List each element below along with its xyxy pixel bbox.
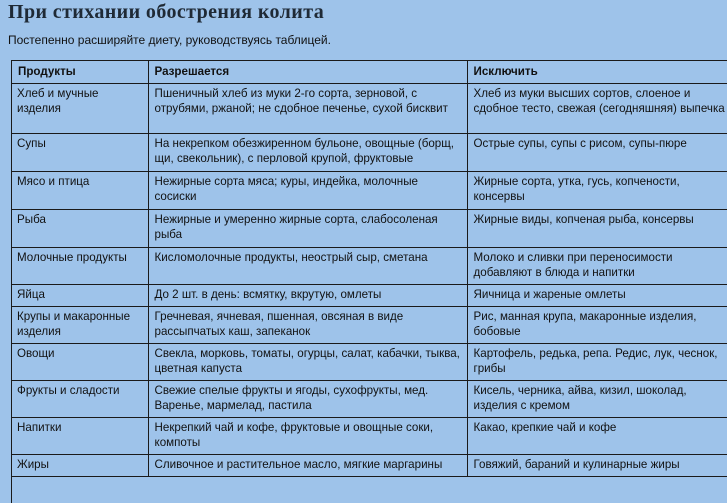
product-cell: Супы [12,133,148,171]
product-cell: Напитки [12,417,148,454]
allowed-cell: Пшеничный хлеб из муки 2-го сорта, зерновой, с отрубями, ржаной; не сдобное печенье, сухой бисквит [148,83,467,133]
product-cell: Рыба [12,209,148,247]
allowed-cell: Свекла, морковь, томаты, огурцы, салат, кабачки, тыква, цветная капуста [148,343,467,380]
product-cell: Фрукты и сладости [12,380,148,417]
excluded-cell: Хлеб из муки высших сортов, слоеное и сдобное тесто, свежая (сегодняшняя) выпечка [467,83,727,133]
excluded-cell: Острые супы, супы с рисом, супы-пюре [467,133,727,171]
table-row [12,209,727,247]
allowed-cell: До 2 шт. в день: всмятку, вкрутую, омлеты [148,284,467,306]
product-cell: Крупы и макаронные изделия [12,306,148,343]
allowed-cell: Некрепкий чай и кофе, фруктовые и овощные соки, компоты [148,417,467,454]
allowed-cell: Нежирные сорта мяса; куры, индейка, молочные сосиски [148,171,467,209]
product-cell: Хлеб и мучные изделия [12,83,148,133]
table-row [12,417,727,454]
product-cell: Овощи [12,343,148,380]
table-row [12,133,727,171]
table-row [12,306,727,343]
excluded-cell: Какао, крепкие чай и кофе [467,417,727,454]
excluded-cell: Рис, манная крупа, макаронные изделия, бобовые [467,306,727,343]
allowed-cell: Сливочное и растительное масло, мягкие маргарины [148,454,467,476]
table-row [12,454,727,476]
allowed-cell: На некрепком обезжиренном бульоне, овощные (борщ, щи, свекольник), с перловой крупой, фруктовые [148,133,467,171]
excluded-cell: Жирные виды, копченая рыба, консервы [467,209,727,247]
diet-table [12,61,727,477]
excluded-cell: Молоко и сливки при переносимости добавляют в блюда и напитки [467,247,727,284]
table-row [12,247,727,284]
diet-table-container [11,60,727,503]
header-excluded: Исключить [467,61,727,83]
excluded-cell: Картофель, редька, репа. Редис, лук, чеснок, грибы [467,343,727,380]
header-allowed: Разрешается [148,61,467,83]
excluded-cell: Яичница и жареные омлеты [467,284,727,306]
header-products: Продукты [12,61,148,83]
excluded-cell: Говяжий, бараний и кулинарные жиры [467,454,727,476]
page-subtitle: Постепенно расширяйте диету, руководствуясь таблицей. [8,33,331,47]
excluded-cell: Жирные сорта, утка, гусь, копчености, консервы [467,171,727,209]
allowed-cell: Кисломолочные продукты, неострый сыр, сметана [148,247,467,284]
table-row [12,380,727,417]
product-cell: Яйца [12,284,148,306]
page-title: При стихании обострения колита [8,1,325,23]
product-cell: Молочные продукты [12,247,148,284]
excluded-cell: Кисель, черника, айва, кизил, шоколад, изделия с кремом [467,380,727,417]
table-row [12,343,727,380]
table-row [12,284,727,306]
product-cell: Жиры [12,454,148,476]
allowed-cell: Нежирные и умеренно жирные сорта, слабосоленая рыба [148,209,467,247]
allowed-cell: Гречневая, ячневая, пшенная, овсяная в виде рассыпчатых каш, запеканок [148,306,467,343]
table-header-row [12,61,727,83]
product-cell: Мясо и птица [12,171,148,209]
table-row [12,171,727,209]
allowed-cell: Свежие спелые фрукты и ягоды, сухофрукты, мед. Варенье, мармелад, пастила [148,380,467,417]
table-row [12,83,727,133]
